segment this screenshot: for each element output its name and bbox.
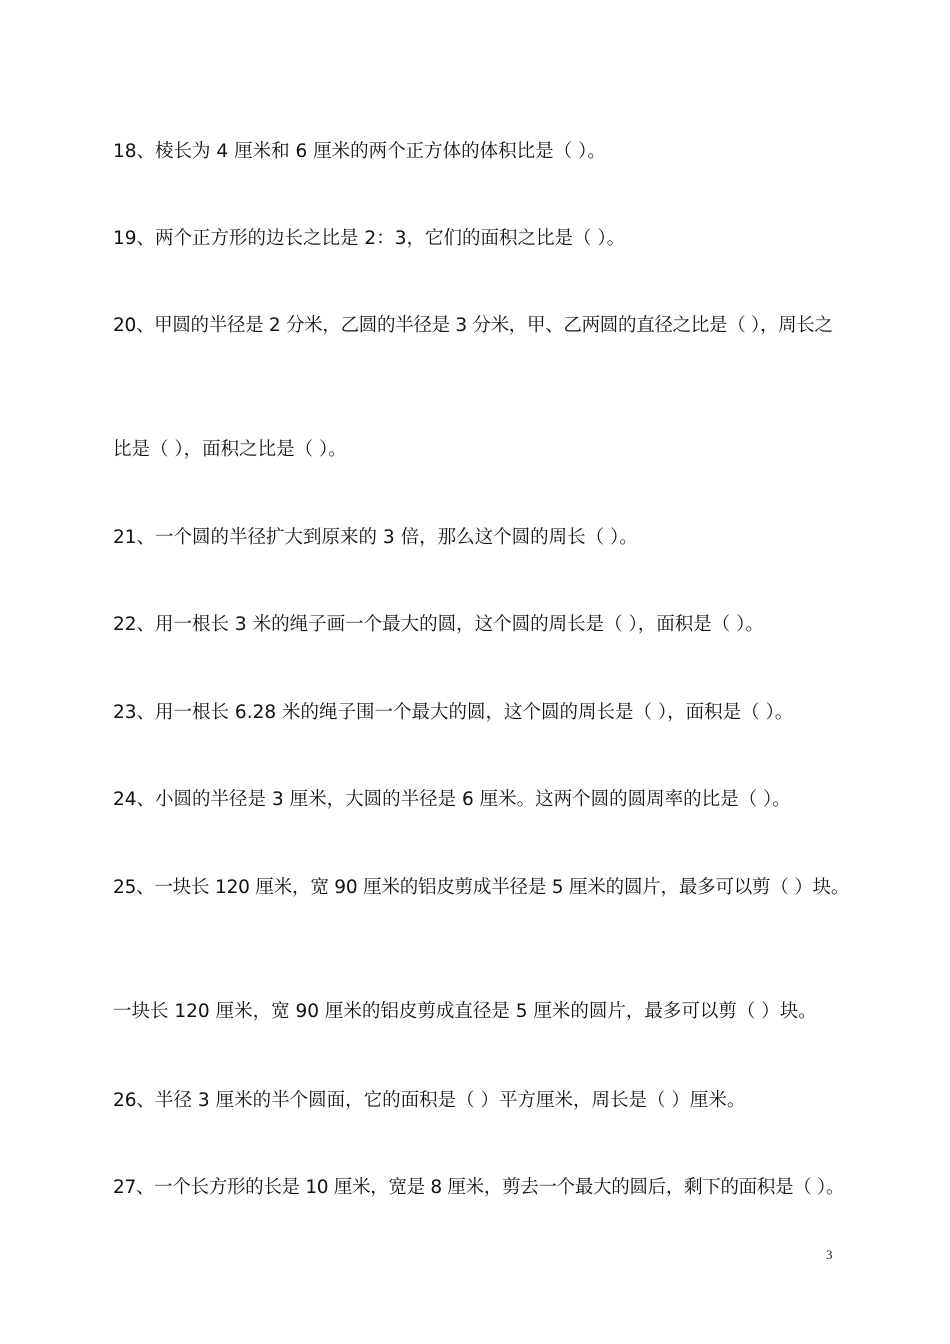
question-23: 23、用一根长 6.28 米的绳子围一个最大的圆，这个圆的周长是（ ），面积是（ ）。 — [113, 702, 794, 723]
question-25-line-1: 25、一块长 120 厘米，宽 90 厘米的铝皮剪成半径是 5 厘米的圆片，最多可以剪（ ）块。 — [113, 877, 850, 898]
question-24: 24、小圆的半径是 3 厘米，大圆的半径是 6 厘米。这两个圆的圆周率的比是（ ）。 — [113, 789, 791, 810]
question-22: 22、用一根长 3 米的绳子画一个最大的圆，这个圆的周长是（ ），面积是（ ）。 — [113, 614, 764, 635]
question-21: 21、一个圆的半径扩大到原来的 3 倍，那么这个圆的周长（ ）。 — [113, 527, 638, 548]
question-18: 18、棱长为 4 厘米和 6 厘米的两个正方体的体积比是（ ）。 — [113, 141, 606, 162]
question-20-line-2: 比是（ ），面积之比是（ ）。 — [113, 439, 347, 460]
question-19: 19、两个正方形的边长之比是 2：3，它们的面积之比是（ ）。 — [113, 228, 626, 249]
question-20-line-1: 20、甲圆的半径是 2 分米，乙圆的半径是 3 分米，甲、乙两圆的直径之比是（ ），周长之 — [113, 315, 833, 336]
question-27: 27、一个长方形的长是 10 厘米，宽是 8 厘米，剪去一个最大的圆后，剩下的面积是（ ）。 — [113, 1177, 845, 1198]
question-25-line-2: 一块长 120 厘米，宽 90 厘米的铝皮剪成直径是 5 厘米的圆片，最多可以剪（ ）块。 — [113, 1001, 817, 1022]
page-number: 3 — [826, 1247, 833, 1262]
question-26: 26、半径 3 厘米的半个圆面，它的面积是（ ）平方厘米，周长是（ ）厘米。 — [113, 1090, 746, 1111]
